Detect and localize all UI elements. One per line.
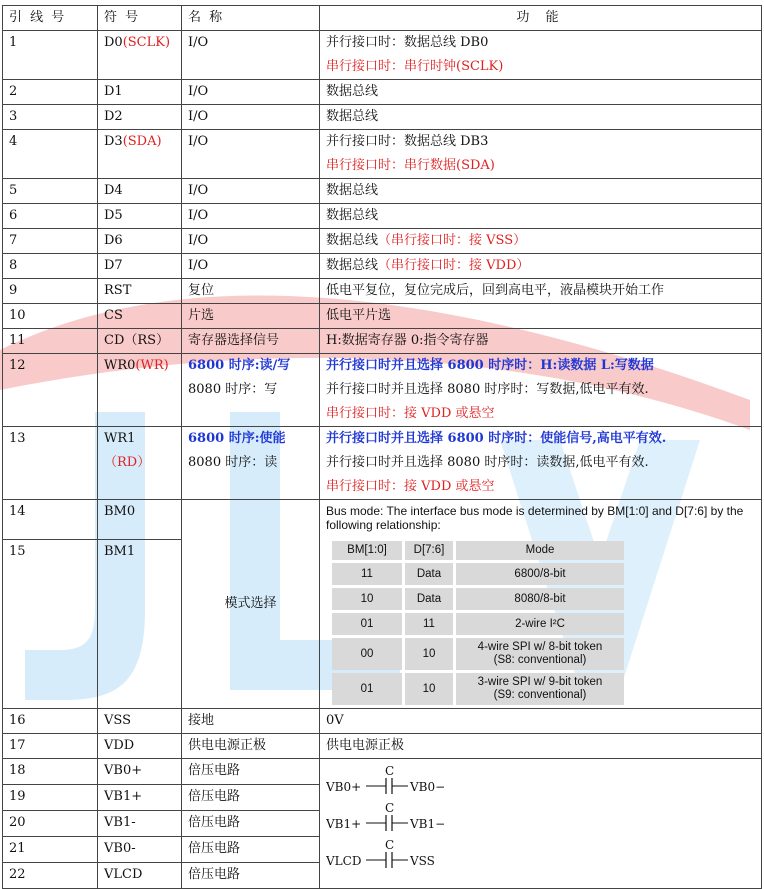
pin-number: 12 <box>9 358 26 373</box>
capacitor-symbol <box>326 764 445 794</box>
pin-number: 14 <box>9 504 26 519</box>
pin-cell <box>3 254 98 279</box>
symbol-cell <box>98 329 182 354</box>
name-cell <box>182 279 320 304</box>
symbol-serial-alias: （RD） <box>104 455 151 470</box>
symbol-cell <box>98 179 182 204</box>
symbol-cell <box>98 785 182 811</box>
function-cell <box>320 329 762 354</box>
symbol-cell <box>98 105 182 130</box>
pin-number: 7 <box>9 233 18 248</box>
pin-cell <box>3 229 98 254</box>
function-line: 串行接口时：接 VDD 或悬空 <box>326 406 495 421</box>
pin-cell <box>3 279 98 304</box>
bus-mode-row <box>332 563 624 585</box>
pin-cell <box>3 204 98 229</box>
bus-mode-row <box>332 588 624 610</box>
function-line: 数据总线 <box>326 84 379 99</box>
bus-mode-cell: 10 <box>405 673 453 705</box>
name-cell <box>182 837 320 863</box>
name-line: 8080 时序：写 <box>188 382 278 397</box>
header-symbol: 符 号 <box>98 6 182 31</box>
pin-cell <box>3 785 98 811</box>
symbol-cell <box>98 229 182 254</box>
capacitor-diagram-cell <box>320 759 762 889</box>
bus-mode-cell: 01 <box>332 613 402 635</box>
name-text: 倍压电路 <box>188 867 241 882</box>
name-text: 复位 <box>188 283 215 298</box>
bus-mode-cell: 8080/8-bit <box>456 588 624 610</box>
symbol-text: VB0- <box>104 841 136 856</box>
symbol-text: D0 <box>104 35 123 50</box>
symbol-cell <box>98 204 182 229</box>
function-line: 数据总线 <box>326 109 379 124</box>
function-cell <box>320 709 762 734</box>
symbol-text: WR0 <box>104 358 136 373</box>
symbol-text: D1 <box>104 84 123 99</box>
name-text: 供电电源正极 <box>188 738 267 753</box>
name-text: I/O <box>188 183 209 198</box>
pin-number: 4 <box>9 134 18 149</box>
symbol-text: D4 <box>104 183 123 198</box>
pin-cell <box>3 759 98 785</box>
name-line: 6800 时序:读/写 <box>188 358 291 373</box>
name-text: 模式选择 <box>224 596 277 611</box>
symbol-cell <box>98 254 182 279</box>
table-row <box>3 734 762 759</box>
table-row <box>3 254 762 279</box>
symbol-cell <box>98 837 182 863</box>
pin-number: 11 <box>9 333 26 348</box>
symbol-text: D7 <box>104 258 123 273</box>
bus-mode-cell <box>320 500 762 709</box>
capacitor-symbol <box>326 838 435 868</box>
function-line: 并行接口时：数据总线 DB0 <box>326 35 489 50</box>
function-cell <box>320 31 762 80</box>
header-function: 功 能 <box>320 6 762 31</box>
symbol-cell <box>98 427 182 500</box>
pin-number: 17 <box>9 738 26 753</box>
capacitor-left-terminal: VB1+ <box>326 817 362 831</box>
header-pin: 引 线 号 <box>3 6 98 31</box>
name-line: 6800 时序:使能 <box>188 431 286 446</box>
function-text: 0V <box>326 713 344 728</box>
name-cell <box>182 254 320 279</box>
name-text: I/O <box>188 84 209 99</box>
name-cell <box>182 863 320 889</box>
bus-mode-row <box>332 673 624 705</box>
function-cell <box>320 734 762 759</box>
name-text: I/O <box>188 35 209 50</box>
function-line: 串行接口时：串行时钟(SCLK) <box>326 59 504 74</box>
symbol-text: RST <box>104 283 132 298</box>
table-row <box>3 304 762 329</box>
pin-definition-table <box>2 5 762 889</box>
table-header-row <box>3 6 762 31</box>
name-cell <box>182 204 320 229</box>
pin-number: 16 <box>9 713 26 728</box>
pin-number: 5 <box>9 183 18 198</box>
bus-mode-row <box>332 638 624 670</box>
pin-number: 1 <box>9 35 18 50</box>
name-cell <box>182 785 320 811</box>
pin-number: 2 <box>9 84 18 99</box>
pin-cell <box>3 500 98 540</box>
pin-number: 9 <box>9 283 18 298</box>
symbol-text: VB1- <box>104 815 136 830</box>
name-text: 倍压电路 <box>188 789 241 804</box>
pin-number: 21 <box>9 841 26 856</box>
pin-cell <box>3 80 98 105</box>
symbol-text: WR1 <box>104 431 136 446</box>
pin-number: 3 <box>9 109 18 124</box>
table-row <box>3 759 762 785</box>
symbol-cell <box>98 759 182 785</box>
bus-mode-description: Bus mode: The interface bus mode is determined by BM[1:0] and D[7:6] by the following relationship: <box>326 504 744 532</box>
symbol-serial-alias: (WR) <box>135 358 169 373</box>
function-cell <box>320 354 762 427</box>
function-line: 并行接口时并且选择 8080 时序时：写数据,低电平有效. <box>326 382 649 397</box>
bus-mode-cell: 10 <box>405 638 453 670</box>
name-text: 倍压电路 <box>188 841 241 856</box>
name-text: I/O <box>188 258 209 273</box>
function-cell <box>320 179 762 204</box>
symbol-text: BM0 <box>104 504 136 519</box>
name-text: I/O <box>188 134 209 149</box>
header-name: 名 称 <box>182 6 320 31</box>
symbol-text: CS <box>104 308 123 323</box>
function-line: 并行接口时并且选择 8080 时序时：读数据,低电平有效. <box>326 455 649 470</box>
function-line: H:数据寄存器 0:指令寄存器 <box>326 333 489 348</box>
name-text: I/O <box>188 208 209 223</box>
bus-mode-cell: Data <box>405 588 453 610</box>
bus-mode-header-cell: D[7:6] <box>405 541 453 560</box>
symbol-text: D3 <box>104 134 123 149</box>
pin-cell <box>3 811 98 837</box>
function-serial-note: （串行接口时：接 VDD） <box>378 258 530 273</box>
name-cell <box>182 329 320 354</box>
name-cell <box>182 105 320 130</box>
name-cell <box>182 130 320 179</box>
name-text: 寄存器选择信号 <box>188 333 280 348</box>
function-text: 数据总线 <box>326 233 379 248</box>
pin-cell <box>3 329 98 354</box>
pin-number: 10 <box>9 308 26 323</box>
name-cell <box>182 31 320 80</box>
capacitor-right-terminal: VB0− <box>410 780 446 794</box>
table-row <box>3 500 762 540</box>
symbol-cell <box>98 279 182 304</box>
symbol-cell <box>98 709 182 734</box>
name-text: 接地 <box>188 713 215 728</box>
bus-mode-cell: 3-wire SPI w/ 9-bit token (S9: conventional) <box>456 673 624 705</box>
bus-mode-cell: 4-wire SPI w/ 8-bit token (S8: conventional) <box>456 638 624 670</box>
table-row <box>3 354 762 427</box>
capacitor-left-terminal: VB0+ <box>326 780 362 794</box>
bus-mode-cell: 11 <box>332 563 402 585</box>
capacitor-symbol <box>326 801 445 831</box>
table-row <box>3 204 762 229</box>
capacitor-label: C <box>385 764 395 778</box>
symbol-cell <box>98 500 182 540</box>
symbol-serial-alias: (SCLK) <box>122 35 171 50</box>
pin-number: 6 <box>9 208 18 223</box>
bus-mode-cell: 2-wire I²C <box>456 613 624 635</box>
pin-cell <box>3 540 98 709</box>
function-line: 并行接口时：数据总线 DB3 <box>326 134 489 149</box>
pin-cell <box>3 709 98 734</box>
bus-mode-cell: 6800/8-bit <box>456 563 624 585</box>
symbol-cell <box>98 31 182 80</box>
function-line: 数据总线 <box>326 183 379 198</box>
bus-mode-cell: 00 <box>332 638 402 670</box>
pin-cell <box>3 130 98 179</box>
pin-number: 13 <box>9 431 26 446</box>
function-cell <box>320 304 762 329</box>
name-cell <box>182 229 320 254</box>
symbol-cell <box>98 863 182 889</box>
name-line: 8080 时序：读 <box>188 455 278 470</box>
symbol-cell <box>98 811 182 837</box>
pin-number: 20 <box>9 815 26 830</box>
table-row <box>3 179 762 204</box>
bus-mode-cell: 10 <box>332 588 402 610</box>
symbol-text: D6 <box>104 233 123 248</box>
pin-cell <box>3 734 98 759</box>
symbol-cell <box>98 304 182 329</box>
function-text: 供电电源正极 <box>326 738 405 753</box>
table-row <box>3 709 762 734</box>
pin-number: 18 <box>9 763 26 778</box>
capacitor-right-terminal: VSS <box>410 854 435 868</box>
bus-mode-table <box>329 538 627 708</box>
pin-cell <box>3 304 98 329</box>
function-text: 数据总线 <box>326 258 379 273</box>
symbol-text: VB1+ <box>104 789 143 804</box>
pin-cell <box>3 354 98 427</box>
symbol-text: VB0+ <box>104 763 143 778</box>
name-cell <box>182 709 320 734</box>
pin-number: 22 <box>9 867 26 882</box>
bus-mode-cell: 11 <box>405 613 453 635</box>
symbol-text: VSS <box>104 713 131 728</box>
name-text: I/O <box>188 109 209 124</box>
bus-mode-cell: 01 <box>332 673 402 705</box>
symbol-cell <box>98 354 182 427</box>
pin-number: 19 <box>9 789 26 804</box>
symbol-text: VLCD <box>104 867 143 882</box>
function-line: 低电平复位，复位完成后，回到高电平，液晶模块开始工作 <box>326 283 665 298</box>
symbol-text: VDD <box>104 738 135 753</box>
pin-cell <box>3 179 98 204</box>
name-cell <box>182 354 320 427</box>
function-line: 并行接口时并且选择 6800 时序时：H:读数据 L:写数据 <box>326 358 654 373</box>
name-cell <box>182 759 320 785</box>
function-cell <box>320 229 762 254</box>
pin-number: 15 <box>9 544 26 559</box>
function-line: 并行接口时并且选择 6800 时序时：使能信号,高电平有效. <box>326 431 667 446</box>
name-text: 倍压电路 <box>188 763 241 778</box>
table-row <box>3 130 762 179</box>
name-text: 片选 <box>188 308 215 323</box>
symbol-text: BM1 <box>104 544 136 559</box>
bus-mode-header-cell: BM[1:0] <box>332 541 402 560</box>
symbol-text: D5 <box>104 208 123 223</box>
function-line: 串行接口时：串行数据(SDA) <box>326 158 495 173</box>
pin-cell <box>3 427 98 500</box>
capacitor-label: C <box>385 838 395 852</box>
pin-cell <box>3 31 98 80</box>
bus-mode-cell: Data <box>405 563 453 585</box>
capacitor-right-terminal: VB1− <box>410 817 446 831</box>
table-row <box>3 80 762 105</box>
symbol-cell <box>98 80 182 105</box>
name-cell <box>182 811 320 837</box>
name-cell <box>182 427 320 500</box>
function-line: 数据总线 <box>326 208 379 223</box>
pin-cell <box>3 837 98 863</box>
function-line: 串行接口时：接 VDD 或悬空 <box>326 479 495 494</box>
function-cell <box>320 80 762 105</box>
name-text: I/O <box>188 233 209 248</box>
function-cell <box>320 279 762 304</box>
pin-cell <box>3 863 98 889</box>
bus-mode-header-cell: Mode <box>456 541 624 560</box>
symbol-serial-alias: (SDA) <box>122 134 162 149</box>
name-cell <box>182 179 320 204</box>
pin-number: 8 <box>9 258 18 273</box>
function-cell <box>320 427 762 500</box>
table-row <box>3 427 762 500</box>
table-row <box>3 31 762 80</box>
function-cell <box>320 204 762 229</box>
function-serial-note: （串行接口时：接 VSS） <box>378 233 527 248</box>
name-cell <box>182 80 320 105</box>
table-row <box>3 105 762 130</box>
capacitor-diagram <box>326 759 626 879</box>
name-cell <box>182 304 320 329</box>
pin-cell <box>3 105 98 130</box>
name-cell <box>182 500 320 709</box>
function-cell <box>320 254 762 279</box>
function-cell <box>320 130 762 179</box>
bus-mode-row <box>332 613 624 635</box>
symbol-text: D2 <box>104 109 123 124</box>
table-row <box>3 329 762 354</box>
symbol-cell <box>98 734 182 759</box>
symbol-text: CD（RS） <box>104 333 170 348</box>
function-line: 低电平片选 <box>326 308 392 323</box>
symbol-cell <box>98 540 182 709</box>
name-cell <box>182 734 320 759</box>
function-cell <box>320 105 762 130</box>
table-row <box>3 279 762 304</box>
symbol-cell <box>98 130 182 179</box>
table-row <box>3 229 762 254</box>
capacitor-label: C <box>385 801 395 815</box>
name-text: 倍压电路 <box>188 815 241 830</box>
capacitor-left-terminal: VLCD <box>326 854 362 868</box>
